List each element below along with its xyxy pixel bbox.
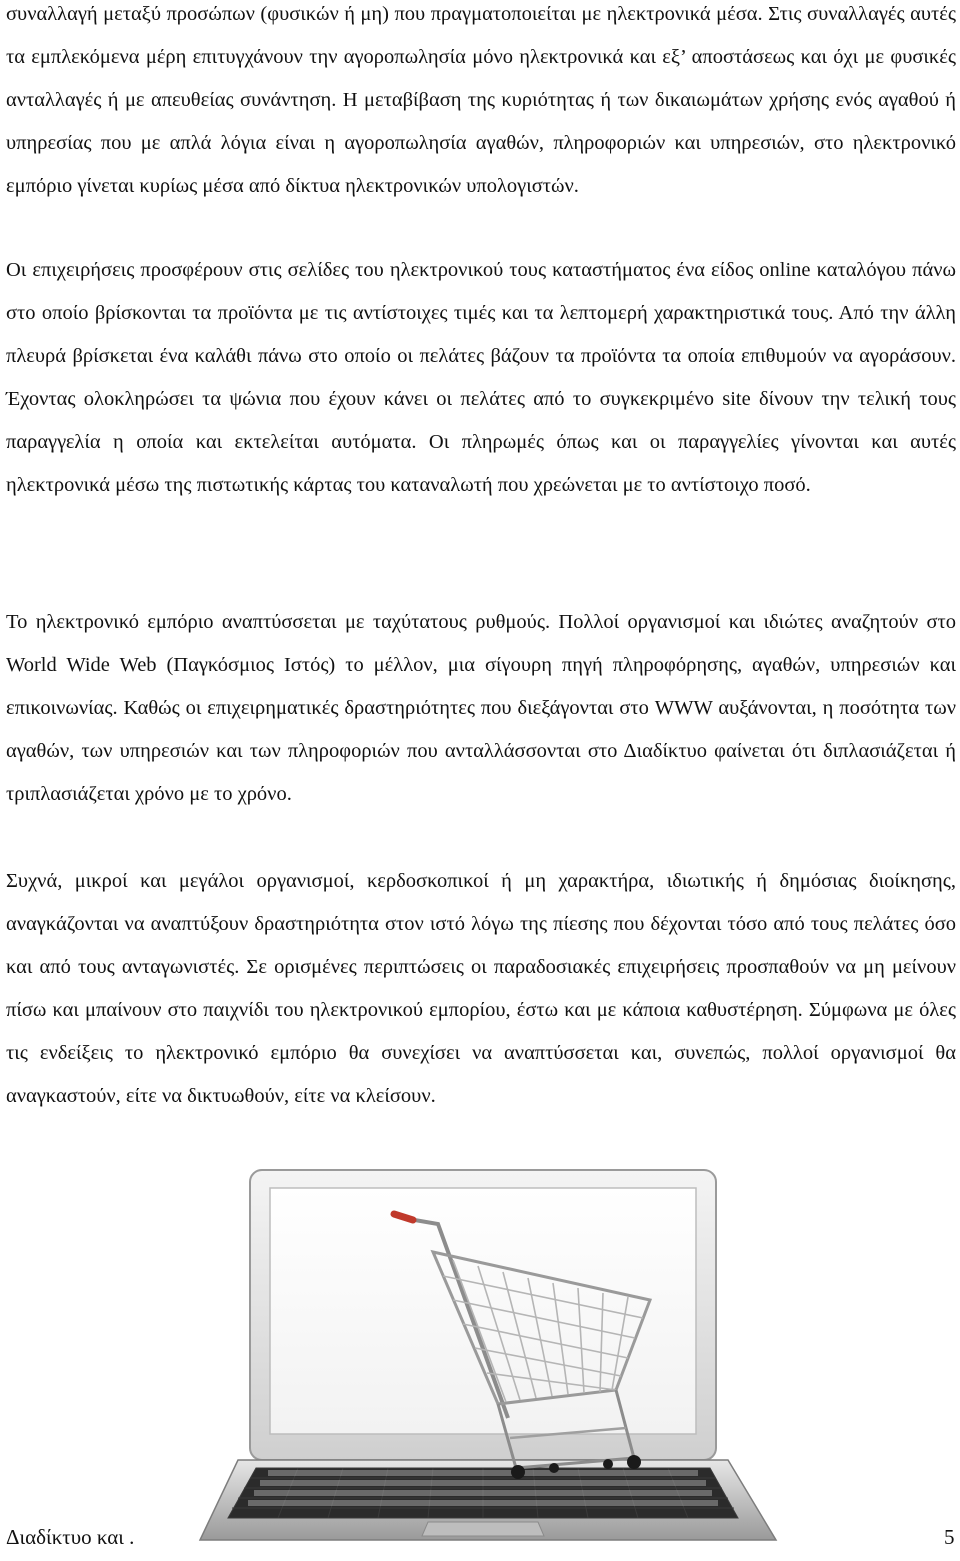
page-number: 5 (944, 1525, 955, 1549)
laptop-shopping-cart-image (198, 1168, 778, 1550)
paragraph-4: Συχνά, μικροί και μεγάλοι οργανισμοί, κερδοσκοπικοί ή μη χαρακτήρα, ιδιωτικής ή δημόσιας διοίκησης, αναγκάζονται να αναπτύξουν δραστηριότητα στον ιστό λόγω της πίεσης που δέχονται τόσο από τους πελάτες όσο και από τους ανταγωνιστές. Σε ορισμένες περιπτώσεις οι παραδοσιακές επιχειρήσεις προσπαθούν να μη μείνουν πίσω και μπαίνουν στο παιχνίδι του ηλεκτρονικού εμπορίου, έστω και με κάποια καθυστέρηση. Σύμφωνα με όλες τις ενδείξεις το ηλεκτρονικό εμπόριο θα συνεχίσει να αναπτύσσεται και, συνεπώς, πολλοί οργανισμοί θα αναγκαστούν, είτε να δικτυωθούν, είτε να κλείσουν. (6, 870, 956, 1107)
footer-text: Διαδίκτυο και . (6, 1525, 135, 1549)
paragraph-2: Οι επιχειρήσεις προσφέρουν στις σελίδες του ηλεκτρονικού τους καταστήματος ένα είδος online καταλόγου πάνω στο οποίο βρίσκονται τα προϊόντα με τις αντίστοιχες τιμές και τα λεπτομερή χαρακτηριστικά τους. Από την άλλη πλευρά βρίσκεται ένα καλάθι πάνω στο οποίο οι πελάτες βάζουν τα προϊόντα τα οποία επιθυμούν να αγοράσουν. Έχοντας ολοκληρώσει τα ψώνια που έχουν κάνει οι πελάτες από το συγκεκριμένο site δίνουν την τελική τους παραγγελία η οποία και εκτελείται αυτόματα. Οι πληρωμές όπως και οι παραγγελίες γίνονται και αυτές ηλεκτρονικά μέσω της πιστωτικής κάρτας του καταναλωτή που χρεώνεται με το αντίστοιχο ποσό. (6, 259, 956, 496)
paragraph-1: συναλλαγή μεταξύ προσώπων (φυσικών ή μη) που πραγματοποιείται με ηλεκτρονικά μέσα. Στις συναλλαγές αυτές τα εμπλεκόμενα μέρη επιτυγχάνουν την αγοροπωλησία μόνο ηλεκτρονικά και εξ’ αποστάσεως και όχι με φυσικές ανταλλαγές ή με απευθείας συνάντηση. Η μεταβίβαση της κυριότητας ή των δικαιωμάτων χρήσης ενός αγαθού ή υπηρεσίας που με απλά λόγια είναι η αγοροπωλησία αγαθών, πληροφοριών και υπηρεσιών, στο ηλεκτρονικό εμπόριο γίνεται κυρίως μέσα από δίκτυα ηλεκτρονικών υπολογιστών. (6, 3, 956, 197)
laptop-shopping-cart-icon (198, 1168, 778, 1550)
paragraph-3: Το ηλεκτρονικό εμπόριο αναπτύσσεται με ταχύτατους ρυθμούς. Πολλοί οργανισμοί και ιδιώτες αναζητούν στο World Wide Web (Παγκόσμιος Ιστός) το μέλλον, μια σίγουρη πηγή πληροφόρησης, αγαθών, υπηρεσιών και επικοινωνίας. Καθώς οι επιχειρηματικές δραστηριότητες που διεξάγονται στο WWW αυξάνονται, η ποσότητα των αγαθών, των υπηρεσιών και των πληροφοριών που ανταλλάσσονται στο Διαδίκτυο φαίνεται ότι διπλασιάζεται ή τριπλασιάζεται χρόνο με το χρόνο. (6, 611, 956, 805)
